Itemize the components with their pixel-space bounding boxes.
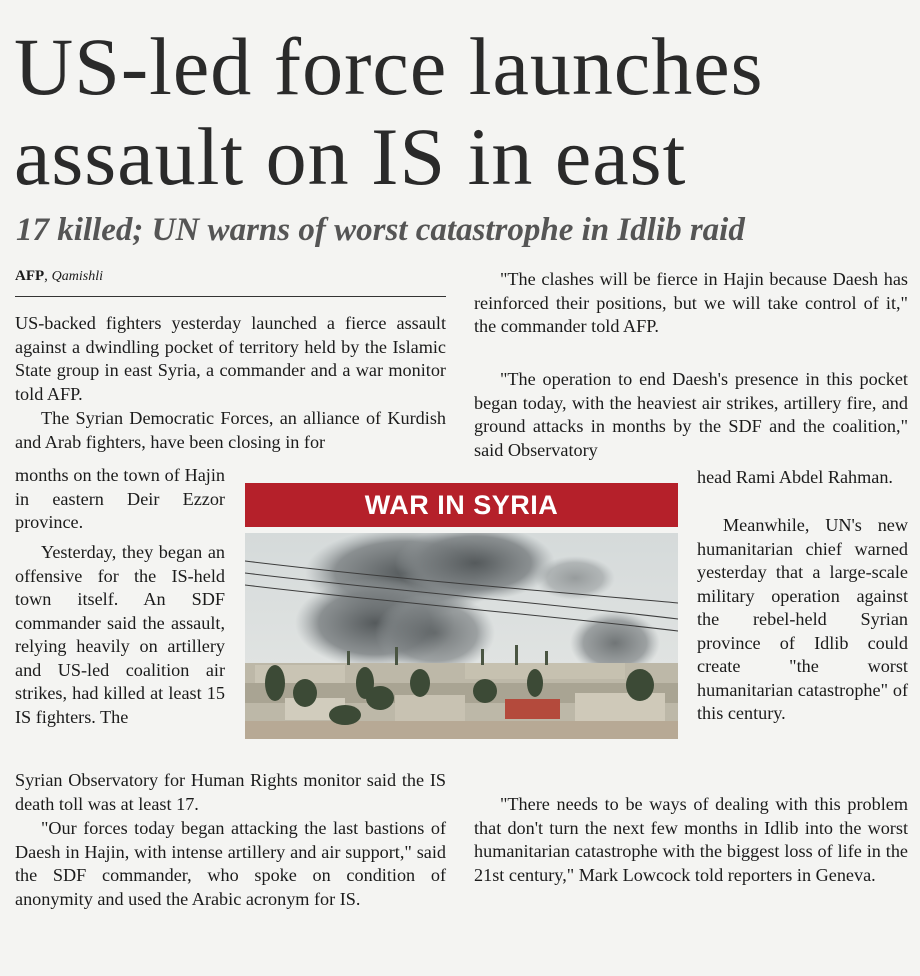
left-paragraph-2-intro: The Syrian Democratic Forces, an alliance of Kurdish and Arab fighters, have been closing in for xyxy=(15,408,446,452)
smoke-over-town-photo xyxy=(245,533,678,739)
byline-separator: , xyxy=(44,268,48,284)
right-paragraph-1: "The clashes will be fierce in Hajin because Daesh has reinforced their positions, but we will take control of it," the commander told AFP. xyxy=(474,269,908,336)
byline xyxy=(15,268,103,285)
headline-line-1: US-led force launches xyxy=(14,21,764,112)
war-in-syria-graphic xyxy=(245,483,678,739)
left-paragraph-4: "Our forces today began attacking the last bastions of Daesh in Hajin, with intense artillery and air support," said the SDF commander, who spoke on condition of anonymity and used the Arabic acronym for IS. xyxy=(15,818,446,909)
byline-agency: AFP xyxy=(15,268,45,284)
right-paragraph-3-wrap: Meanwhile, UN's new humanitarian chief warned yesterday that a large-scale military operation against the rebel-held Syrian province of Idlib could create "the worst humanitarian catastrophe" of this century. xyxy=(697,515,908,723)
headline xyxy=(14,22,904,202)
left-paragraph-2-wrap: months on the town of Hajin in eastern Deir Ezzor province. xyxy=(15,465,225,532)
column-divider xyxy=(460,268,461,938)
byline-place: Qamishli xyxy=(51,269,104,284)
right-paragraph-4: "There needs to be ways of dealing with this problem that don't turn the next few months in Idlib into the worst humanitarian catastrophe with the biggest loss of life in the 21st century," Mark Lowcock told reporters in Geneva. xyxy=(474,794,908,885)
left-paragraph-3-tail: Syrian Observatory for Human Rights monitor said the IS death toll was at least 17. xyxy=(15,770,446,814)
war-in-syria-banner: WAR IN SYRIA xyxy=(245,483,678,527)
right-paragraph-2-wrap: head Rami Abdel Rahman. xyxy=(697,467,893,487)
left-paragraph-3-wrap: Yesterday, they began an offensive for the IS-held town itself. An SDF commander said the assault, relying heavily on artillery and US-led coalition air strikes, had killed at least 15 IS fighters. The xyxy=(15,542,225,727)
subheadline: 17 killed; UN warns of worst catastrophe in Idlib raid xyxy=(16,212,745,248)
headline-line-2: assault on IS in east xyxy=(14,111,687,202)
right-paragraph-2: "The operation to end Daesh's presence in this pocket began today, with the heaviest air strikes, artillery fire, and ground attacks in months by the SDF and the coalition," said Observatory xyxy=(474,369,908,460)
byline-rule xyxy=(15,296,446,297)
left-paragraph-1: US-backed fighters yesterday launched a fierce assault against a dwindling pocket of territory held by the Islamic State group in east Syria, a commander and a war monitor told AFP. xyxy=(15,313,446,404)
photo-illustration xyxy=(245,533,678,739)
